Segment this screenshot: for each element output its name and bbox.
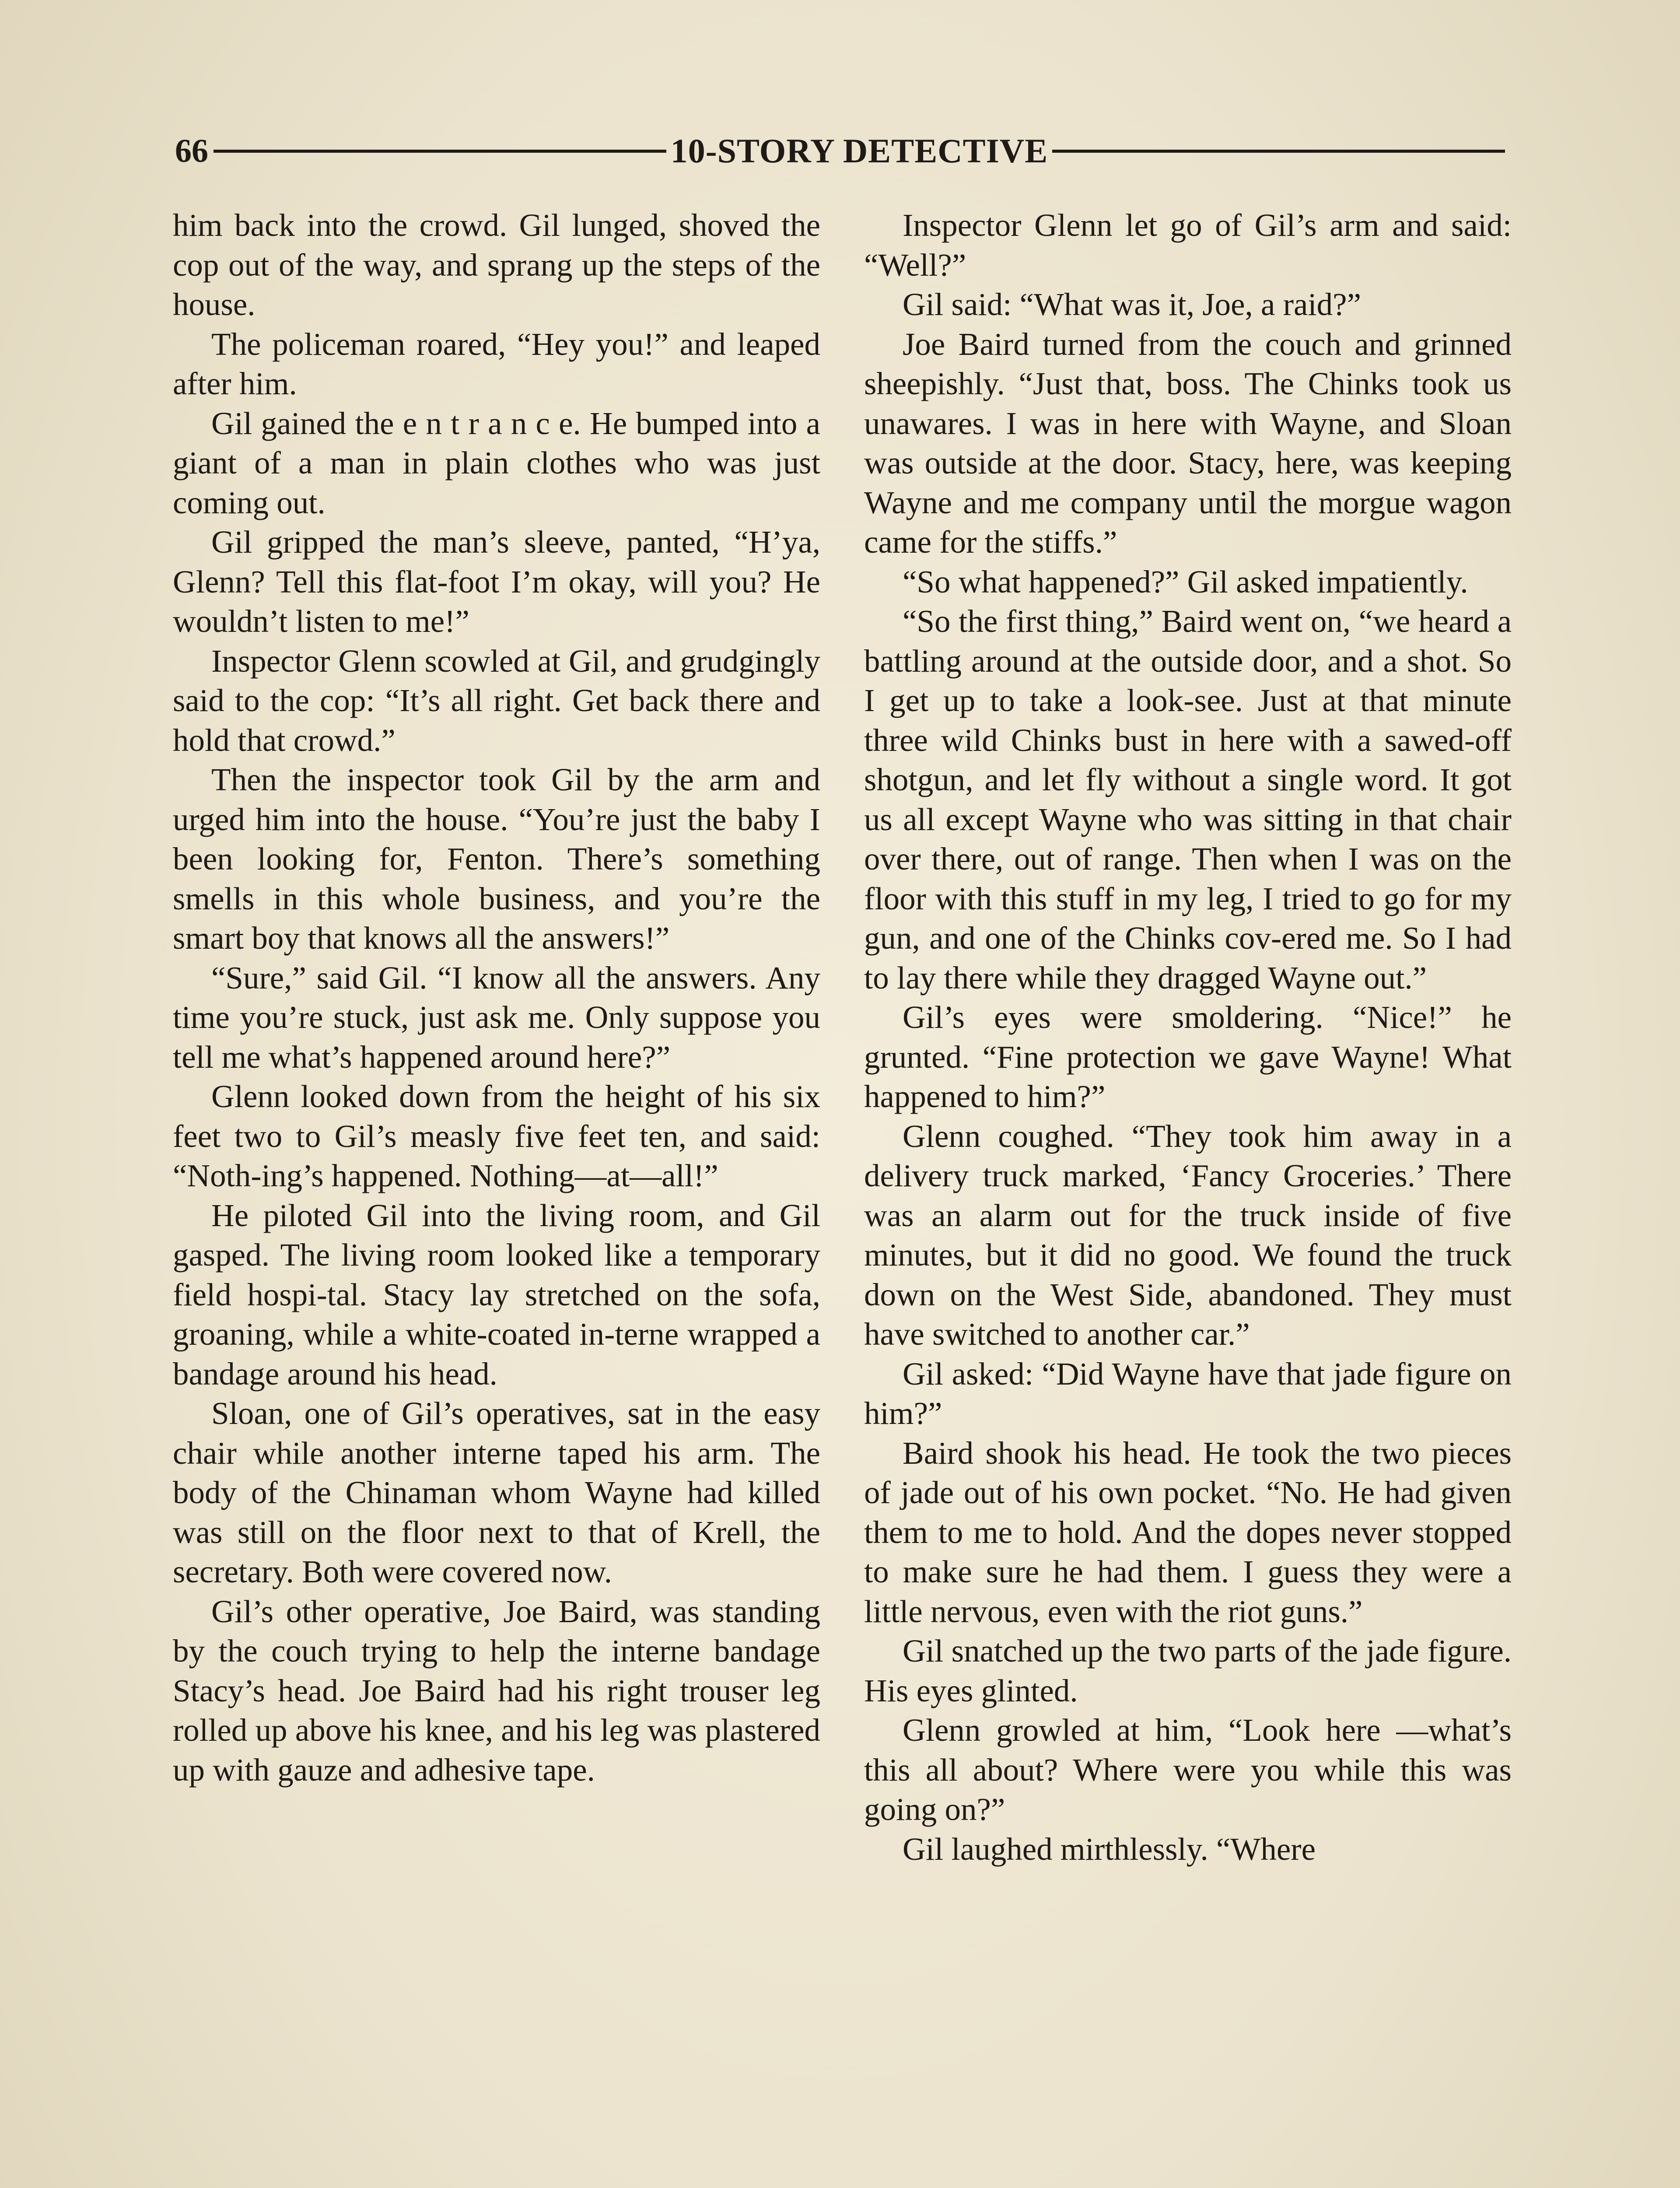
paragraph: Gil’s other operative, Joe Baird, was standing by the couch trying to help the interne bandage Stacy’s head. Joe Baird had his right trouser leg rolled up above his knee, and his leg was plastered up with gauze and adhesive tape. — [173, 1593, 820, 1788]
paragraph: The policeman roared, “Hey you!” and leaped after him. — [173, 326, 820, 401]
paragraph: Glenn looked down from the height of his six feet two to Gil’s measly five feet ten, and said: “Noth-ing’s happened. Nothing—at—all!” — [173, 1079, 820, 1193]
paragraph: “Sure,” said Gil. “I know all the answers. Any time you’re stuck, just ask me. Only suppose you tell me what’s happened around here?” — [173, 960, 820, 1075]
paragraph: He piloted Gil into the living room, and Gil gasped. The living room looked like a temporary field hospi-tal. Stacy lay stretched on the sofa, groaning, while a white-coated in-terne wrapped a bandage around his head. — [173, 1197, 820, 1392]
paragraph: Gil said: “What was it, Joe, a raid?” — [903, 287, 1361, 322]
header-rule-right — [1052, 150, 1505, 153]
paragraph: Gil laughed mirthlessly. “Where — [903, 1831, 1316, 1867]
paragraph: Inspector Glenn scowled at Gil, and grudgingly said to the cop: “It’s all right. Get back there and hold that crowd.” — [173, 643, 820, 758]
paragraph: Joe Baird turned from the couch and grinned sheepishly. “Just that, boss. The Chinks took us unawares. I was in here with Wayne, and Sloan was outside at the door. Stacy, here, was keeping Wayne and me company until the morgue wagon came for the stiffs.” — [864, 326, 1512, 560]
magazine-title: 10-STORY DETECTIVE — [670, 132, 1048, 170]
right-column — [864, 206, 1512, 1869]
left-column — [173, 206, 820, 1790]
paragraph: Inspector Glenn let go of Gil’s arm and said: “Well?” — [864, 207, 1512, 283]
paragraph: Glenn growled at him, “Look here —what’s this all about? Where were you while this was going on?” — [864, 1712, 1512, 1827]
paragraph: Gil asked: “Did Wayne have that jade figure on him?” — [864, 1356, 1512, 1431]
paragraph: Glenn coughed. “They took him away in a delivery truck marked, ‘Fancy Groceries.’ There was an alarm out for the truck inside of five minutes, but it did no good. We found the truck down on the West Side, abandoned. They must have switched to another car.” — [864, 1118, 1512, 1352]
paragraph: him back into the crowd. Gil lunged, shoved the cop out of the way, and sprang up the steps of the house. — [173, 207, 820, 322]
paragraph: “So what happened?” Gil asked impatiently. — [903, 564, 1468, 600]
paragraph: “So the first thing,” Baird went on, “we heard a battling around at the outside door, and a shot. So I get up to take a look-see. Just at that minute three wild Chinks bust in here with a sawed-off shotgun, and let fly without a single word. It got us all except Wayne who was sitting in that chair over there, out of range. Then when I was on the floor with this stuff in my leg, I tried to go for my gun, and one of the Chinks cov-ered me. So I had to lay there while they dragged Wayne out.” — [864, 603, 1512, 996]
running-head — [175, 127, 1505, 175]
paragraph: Gil snatched up the two parts of the jade figure. His eyes glinted. — [864, 1633, 1512, 1708]
header-rule-left — [214, 150, 666, 153]
paragraph: Sloan, one of Gil’s operatives, sat in the easy chair while another interne taped his arm. The body of the Chinaman whom Wayne had killed was still on the floor next to that of Krell, the secretary. Both were covered now. — [173, 1396, 820, 1589]
paragraph: Baird shook his head. He took the two pieces of jade out of his own pocket. “No. He had given them to me to hold. And the dopes never stopped to make sure he had them. I guess they were a little nervous, even with the riot guns.” — [864, 1435, 1512, 1629]
paragraph: Gil gripped the man’s sleeve, panted, “H’ya, Glenn? Tell this flat-foot I’m okay, will you? He wouldn’t listen to me!” — [173, 524, 820, 639]
paragraph: Gil’s eyes were smoldering. “Nice!” he grunted. “Fine protection we gave Wayne! What happened to him?” — [864, 999, 1512, 1114]
paragraph: Gil gained the e n t r a n c e. He bumped into a giant of a man in plain clothes who was just coming out. — [173, 405, 820, 520]
page-number: 66 — [175, 133, 208, 169]
paragraph: Then the inspector took Gil by the arm and urged him into the house. “You’re just the baby I been looking for, Fenton. There’s something smells in this whole business, and you’re the smart boy that knows all the answers!” — [173, 762, 820, 956]
